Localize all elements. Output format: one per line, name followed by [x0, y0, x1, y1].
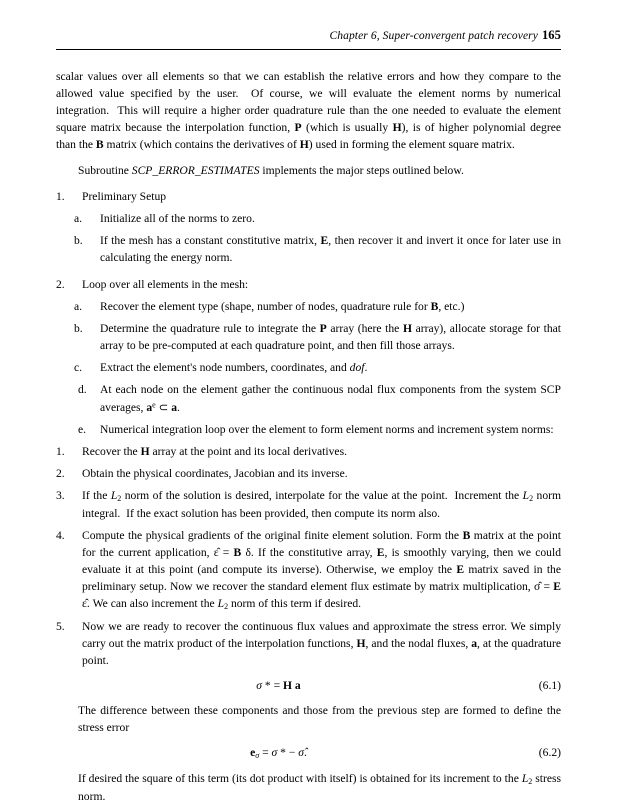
equation-number: (6.1) — [538, 678, 561, 692]
list-item — [56, 487, 561, 522]
header-divider — [56, 49, 561, 50]
list-marker: a. — [74, 212, 83, 226]
list-marker: 3. — [56, 488, 65, 502]
procedure-list — [56, 188, 561, 669]
list-marker: 1. — [56, 190, 65, 204]
list-marker: c. — [74, 361, 83, 375]
list-item — [56, 618, 561, 669]
equation-number: (6.2) — [538, 745, 561, 759]
equation-row — [56, 746, 561, 760]
list-item — [56, 276, 561, 293]
header-chapter-title: Chapter 6, Super-convergent patch recovery — [329, 30, 538, 42]
list-marker: b. — [74, 322, 83, 336]
list-item — [74, 210, 561, 227]
list-text: Extract the element's node numbers, coordinates, and dof. — [100, 361, 368, 375]
list-marker: 2. — [56, 466, 65, 480]
list-item — [78, 381, 561, 415]
page-number: 165 — [541, 28, 561, 42]
list-text: At each node on the element gather the continuous nodal flux components from the system SCP averages, $a^e$ ⊂ a. — [100, 383, 561, 414]
list-marker: d. — [78, 383, 87, 397]
list-text: Compute the physical gradients of the original finite element solution. Form the B matrix at the point for the current application, ε̂ = B δ. If the constitutive array, E, is smoothly varying, then we could evaluate it at this point (and compute its inverse). Otherwise, we employ the E matrix saved in the preliminary setup. Now we recover the standard element flux estimate by matrix multiplication, σ̂ = E ε̂. We can also increment the $L_2$ norm of this term if desired. — [82, 528, 561, 611]
paragraph-increment: If desired the square of this term (its dot product with itself) is obtained for its increment to the $L_2$ stress norm. — [78, 772, 561, 804]
list-marker: e. — [78, 422, 87, 436]
list-text: Loop over all elements in the mesh: — [82, 278, 249, 292]
paragraph-intro: scalar values over all elements so that we can establish the relative errors and how they compare to the allowed value specified by the user. Of course, we will evaluate the element norms by numerical integration. This will require a higher order quadrature rule than the one needed to evaluate the element square matrix because the interpolation function, P (which is usually H), is of higher polynomial degree than the B matrix (which contains the derivatives of H) used in forming the element square matrix. — [56, 70, 562, 152]
equation-expression: $e_\sigma = \sigma$ * − σ̂. — [250, 745, 307, 761]
list-item — [56, 443, 561, 460]
paragraph-difference: The difference between these components and those from the previous step are formed to define the stress error — [78, 703, 561, 734]
list-item — [78, 421, 561, 438]
list-text: Preliminary Setup — [82, 190, 167, 204]
list-text: Recover the H array at the point and its local derivatives. — [82, 444, 347, 458]
list-text: Initialize all of the norms to zero. — [100, 212, 255, 226]
equation-row — [56, 679, 561, 692]
list-text: Now we are ready to recover the continuous flux values and approximate the stress error. We simply carry out the matrix product of the interpolation functions, H, and the nodal fluxes, a, at the quadrature point. — [82, 619, 561, 667]
list-item — [56, 527, 561, 613]
list-marker: b. — [74, 234, 83, 248]
page-header — [56, 28, 561, 43]
list-marker: 5. — [56, 619, 65, 633]
list-text: Obtain the physical coordinates, Jacobian and its inverse. — [82, 466, 348, 480]
list-marker: 4. — [56, 528, 65, 542]
list-text: If the $L_2$ norm of the solution is desired, interpolate for the value at the point. Increment the $L_2$ norm integral. If the exact solution has been provided, then compute its norm also. — [82, 488, 561, 520]
list-text: Recover the element type (shape, number of nodes, quadrature rule for B, etc.) — [100, 300, 465, 314]
list-marker: 1. — [56, 444, 65, 458]
list-marker: 2. — [56, 278, 65, 292]
equation-expression: σ * = H a — [256, 678, 301, 692]
list-text: Determine the quadrature rule to integrate the P array (here the H array), allocate storage for that array to be pre-computed at each quadrature point, and then fill those arrays. — [100, 322, 561, 353]
list-item — [74, 298, 561, 315]
list-item — [74, 232, 561, 266]
list-item — [56, 465, 561, 482]
list-item — [74, 320, 561, 354]
list-text: If the mesh has a constant constitutive matrix, E, then recover it and invert it once for later use in calculating the energy norm. — [100, 234, 561, 265]
list-item — [56, 188, 561, 205]
list-item — [74, 359, 561, 376]
paragraph-subroutine: Subroutine SCP_ERROR_ESTIMATES implements the major steps outlined below. — [78, 164, 464, 178]
list-text: Numerical integration loop over the element to form element norms and increment system norms: — [100, 422, 554, 436]
list-marker: a. — [74, 300, 83, 314]
